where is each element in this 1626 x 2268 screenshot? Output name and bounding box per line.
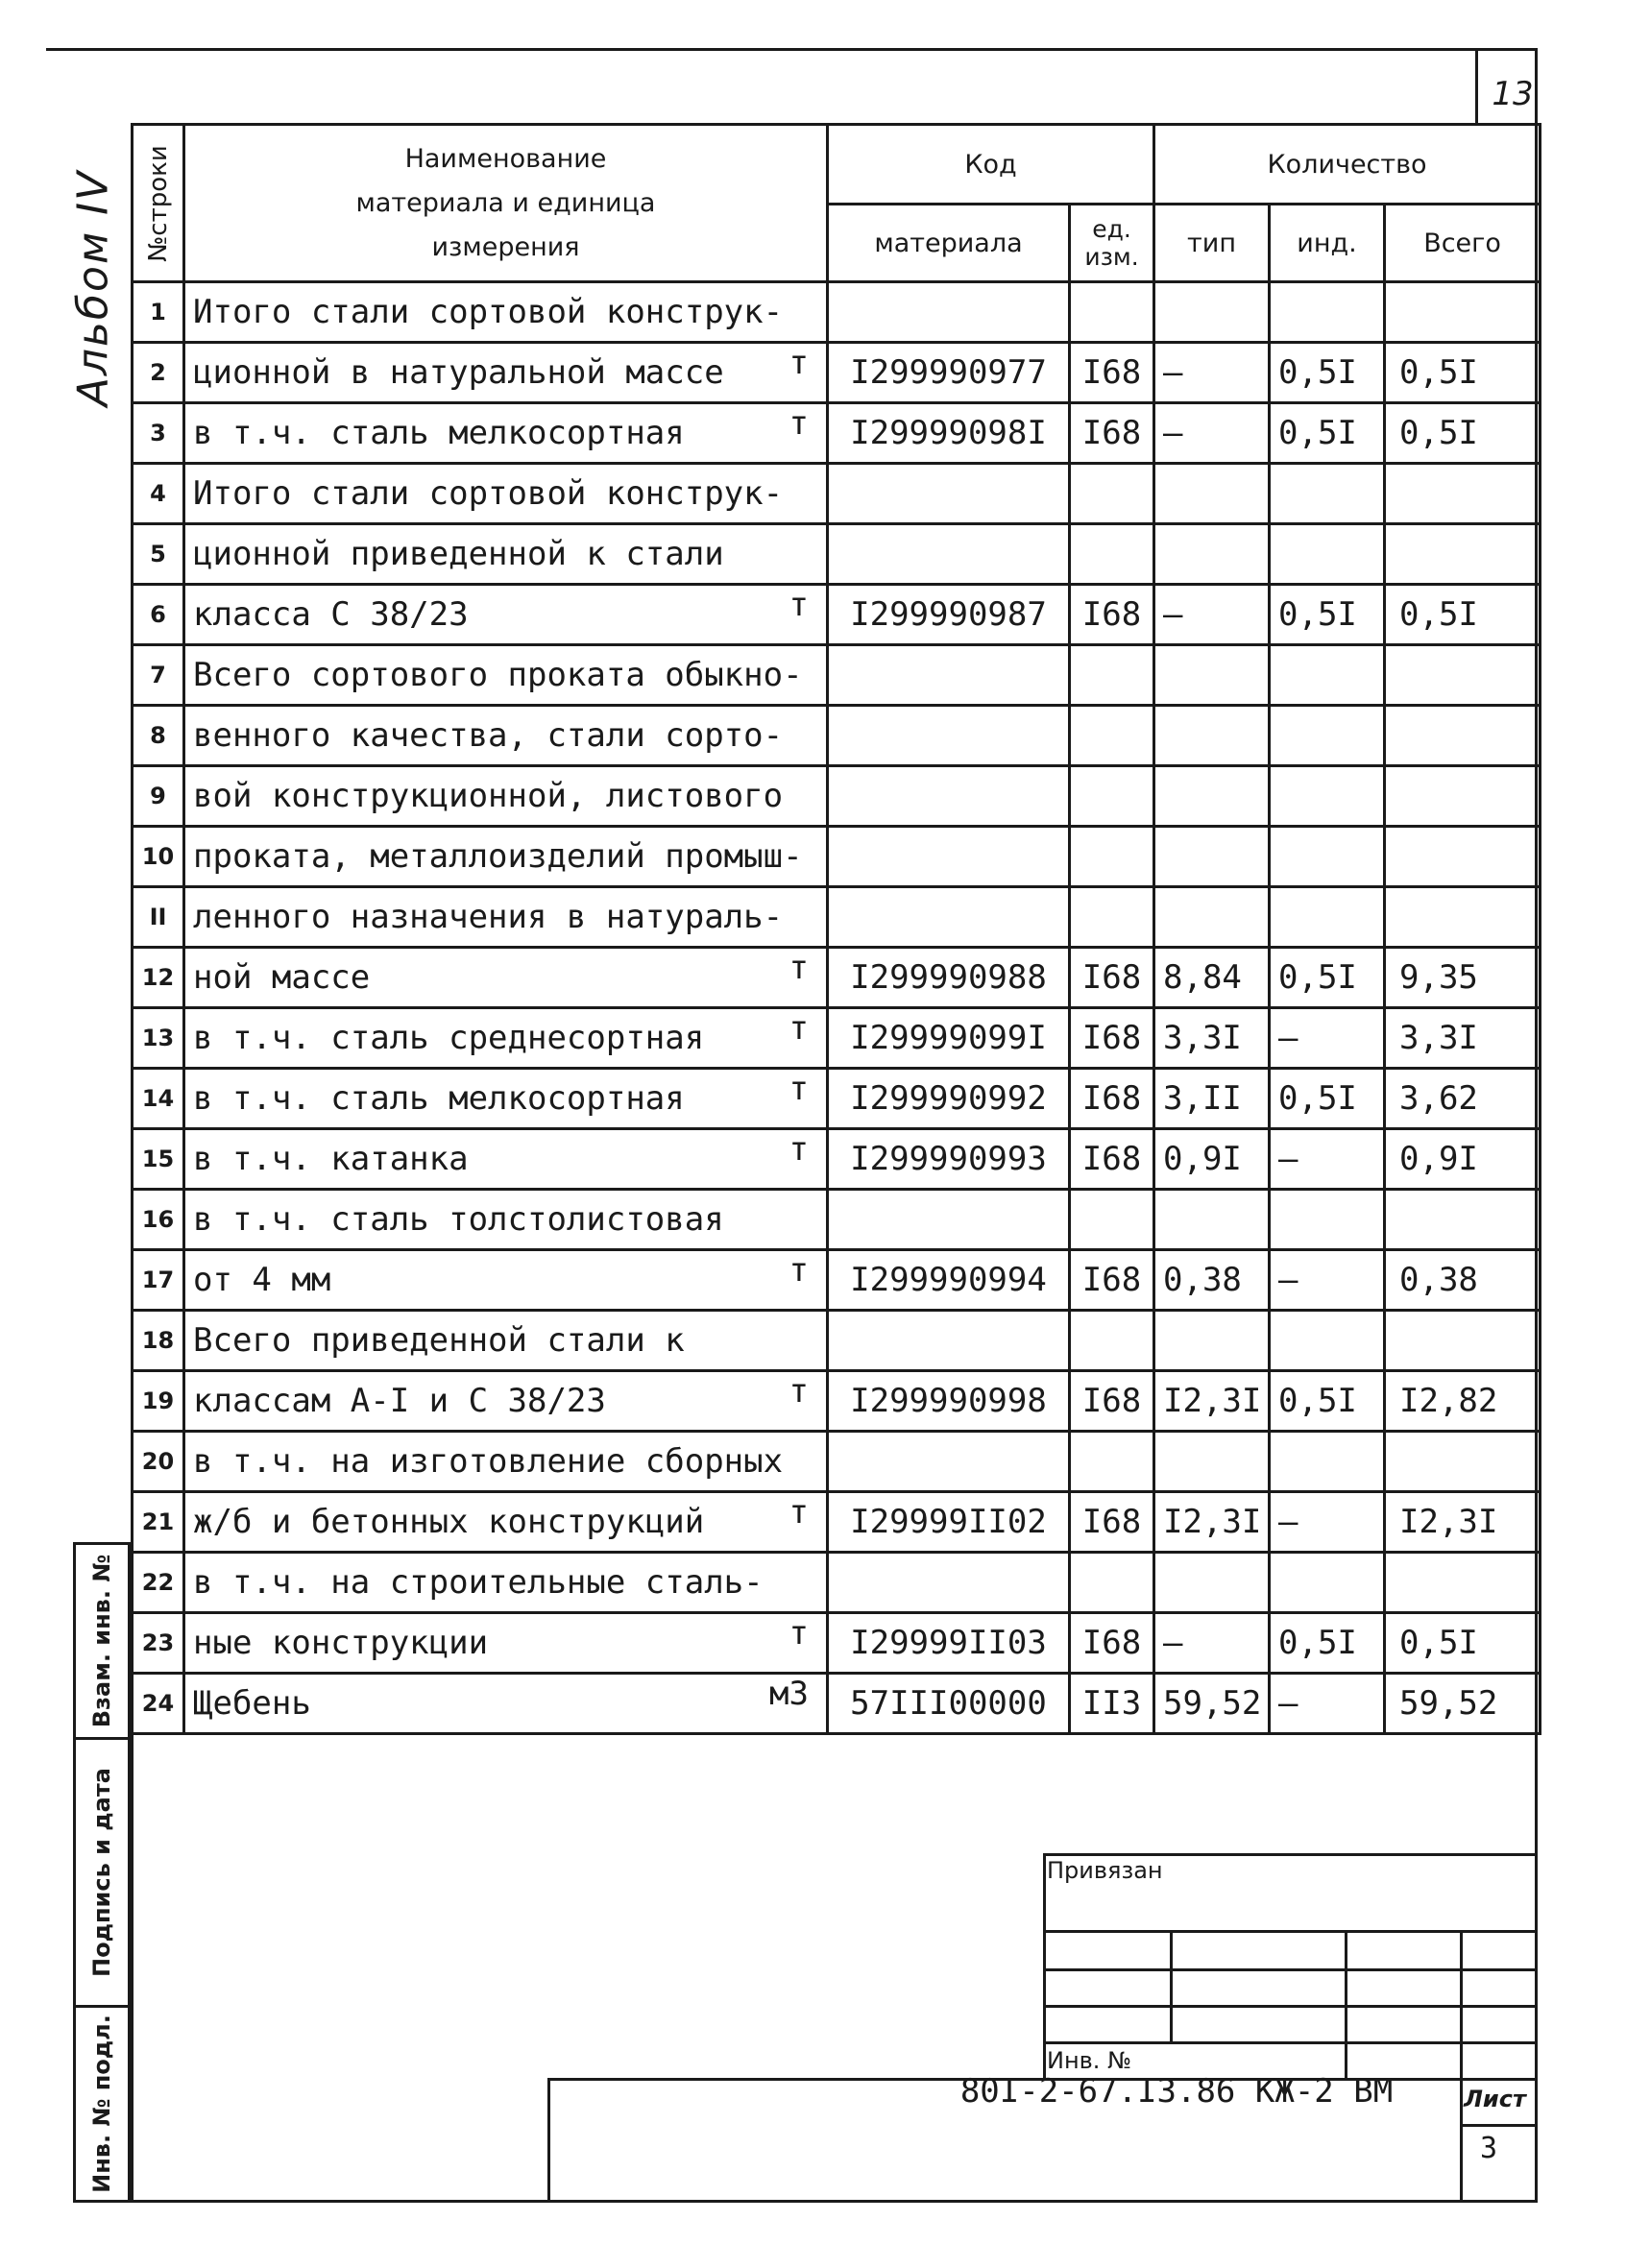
frame-top-line bbox=[46, 48, 1537, 51]
table-row bbox=[133, 585, 1541, 645]
total-quantity-cell: 0,5I bbox=[1385, 1613, 1541, 1674]
type-quantity-cell bbox=[1154, 766, 1270, 827]
unit-of-measure: м3 bbox=[769, 1675, 809, 1713]
type-quantity-cell bbox=[1154, 827, 1270, 887]
table-row bbox=[133, 1674, 1541, 1734]
individual-quantity-cell bbox=[1270, 464, 1385, 524]
tb-col-line-3 bbox=[1460, 1930, 1463, 2203]
individual-quantity-cell: 0,5I bbox=[1270, 343, 1385, 403]
total-quantity-cell bbox=[1385, 887, 1541, 948]
material-code-cell: I299990998 bbox=[828, 1371, 1070, 1432]
unit-of-measure: т bbox=[789, 344, 809, 382]
unit-code-cell bbox=[1070, 282, 1154, 343]
material-name-cell bbox=[184, 343, 828, 403]
type-quantity-cell: I2,3I bbox=[1154, 1371, 1270, 1432]
material-code-cell: I299990987 bbox=[828, 585, 1070, 645]
individual-quantity-cell bbox=[1270, 282, 1385, 343]
type-quantity-cell bbox=[1154, 464, 1270, 524]
table-row bbox=[133, 706, 1541, 766]
material-name-cell bbox=[184, 1674, 828, 1734]
unit-code-cell: I68 bbox=[1070, 1492, 1154, 1553]
material-name-text: Итого стали сортовой конструк- bbox=[193, 474, 784, 513]
unit-of-measure: т bbox=[789, 1070, 809, 1108]
table-row bbox=[133, 1371, 1541, 1432]
album-label bbox=[50, 144, 136, 432]
material-code-cell bbox=[828, 887, 1070, 948]
tb-main-left-line bbox=[547, 2078, 550, 2203]
row-number-cell: 6 bbox=[133, 585, 184, 645]
table-row bbox=[133, 1492, 1541, 1553]
material-code-cell: I299990993 bbox=[828, 1129, 1070, 1190]
material-name-text: Всего приведенной стали к bbox=[193, 1321, 685, 1360]
material-name-cell bbox=[184, 1432, 828, 1492]
table-row bbox=[133, 464, 1541, 524]
material-name-cell bbox=[184, 1371, 828, 1432]
row-number-cell: 21 bbox=[133, 1492, 184, 1553]
individual-quantity-cell: – bbox=[1270, 1008, 1385, 1069]
individual-quantity-cell bbox=[1270, 706, 1385, 766]
material-name-cell bbox=[184, 1190, 828, 1250]
row-number-cell: 19 bbox=[133, 1371, 184, 1432]
type-quantity-cell: – bbox=[1154, 585, 1270, 645]
type-quantity-cell: I2,3I bbox=[1154, 1492, 1270, 1553]
individual-quantity-cell bbox=[1270, 827, 1385, 887]
total-quantity-cell: 3,3I bbox=[1385, 1008, 1541, 1069]
header-code-group: Код bbox=[828, 125, 1154, 205]
row-number-cell: 10 bbox=[133, 827, 184, 887]
table-row bbox=[133, 1190, 1541, 1250]
material-name-text: Щебень bbox=[193, 1684, 311, 1723]
total-quantity-cell bbox=[1385, 282, 1541, 343]
individual-quantity-cell: 0,5I bbox=[1270, 403, 1385, 464]
individual-quantity-cell: 0,5I bbox=[1270, 948, 1385, 1008]
total-quantity-cell bbox=[1385, 706, 1541, 766]
row-number-cell: 9 bbox=[133, 766, 184, 827]
material-name-text: проката, металлоизделий промыш- bbox=[193, 837, 803, 876]
header-row-number: №строки bbox=[133, 125, 184, 282]
type-quantity-cell: – bbox=[1154, 343, 1270, 403]
sheet-number: 3 bbox=[1479, 2132, 1498, 2165]
unit-code-cell bbox=[1070, 645, 1154, 706]
document-designation: 80I-2-67.I3.86 КЖ-2 ВМ bbox=[959, 2072, 1394, 2111]
unit-code-cell: I68 bbox=[1070, 1069, 1154, 1129]
material-name-cell bbox=[184, 1311, 828, 1371]
individual-quantity-cell: – bbox=[1270, 1250, 1385, 1311]
unit-of-measure: т bbox=[789, 586, 809, 624]
individual-quantity-cell: 0,5I bbox=[1270, 1613, 1385, 1674]
material-code-cell bbox=[828, 1553, 1070, 1613]
individual-quantity-cell bbox=[1270, 1432, 1385, 1492]
material-name-cell bbox=[184, 1008, 828, 1069]
row-number-cell: 15 bbox=[133, 1129, 184, 1190]
tb-top-line bbox=[1043, 1853, 1537, 1856]
material-code-cell bbox=[828, 706, 1070, 766]
material-name-cell bbox=[184, 403, 828, 464]
individual-quantity-cell bbox=[1270, 887, 1385, 948]
type-quantity-cell bbox=[1154, 887, 1270, 948]
unit-code-cell: I68 bbox=[1070, 1129, 1154, 1190]
type-quantity-cell bbox=[1154, 1432, 1270, 1492]
material-name-cell bbox=[184, 282, 828, 343]
material-code-cell: I299990988 bbox=[828, 948, 1070, 1008]
unit-code-cell bbox=[1070, 1190, 1154, 1250]
header-unit-code: ед. изм. bbox=[1070, 205, 1154, 282]
total-quantity-cell bbox=[1385, 827, 1541, 887]
table-row bbox=[133, 343, 1541, 403]
row-number-cell: 2 bbox=[133, 343, 184, 403]
row-number-cell: 24 bbox=[133, 1674, 184, 1734]
row-number-cell: 4 bbox=[133, 464, 184, 524]
tb-col-line-1 bbox=[1170, 1930, 1173, 2041]
row-number-cell: 16 bbox=[133, 1190, 184, 1250]
table-row bbox=[133, 1129, 1541, 1190]
material-name-text: ной массе bbox=[193, 958, 371, 997]
total-quantity-cell: 3,62 bbox=[1385, 1069, 1541, 1129]
unit-code-cell bbox=[1070, 827, 1154, 887]
unit-of-measure: т bbox=[789, 1009, 809, 1048]
material-name-text: ционной приведенной к стали bbox=[193, 535, 724, 573]
unit-code-cell bbox=[1070, 766, 1154, 827]
individual-quantity-cell bbox=[1270, 1190, 1385, 1250]
header-quantity-group: Количество bbox=[1154, 125, 1541, 205]
material-code-cell: I299990992 bbox=[828, 1069, 1070, 1129]
row-number-cell: 5 bbox=[133, 524, 184, 585]
unit-of-measure: т bbox=[789, 949, 809, 987]
material-name-text: венного качества, стали сорто- bbox=[193, 716, 784, 755]
material-name-text: в т.ч. сталь мелкосортная bbox=[193, 414, 685, 452]
individual-quantity-cell bbox=[1270, 1311, 1385, 1371]
unit-code-cell bbox=[1070, 524, 1154, 585]
row-number-cell: II bbox=[133, 887, 184, 948]
frame-bottom-line bbox=[73, 2200, 1538, 2203]
unit-of-measure: т bbox=[789, 404, 809, 443]
type-quantity-cell bbox=[1154, 524, 1270, 585]
material-code-cell bbox=[828, 827, 1070, 887]
material-name-cell bbox=[184, 1553, 828, 1613]
row-number-cell: 23 bbox=[133, 1613, 184, 1674]
material-name-cell bbox=[184, 706, 828, 766]
inv-no-label: Инв. № bbox=[1047, 2047, 1132, 2074]
type-quantity-cell: 8,84 bbox=[1154, 948, 1270, 1008]
type-quantity-cell: 59,52 bbox=[1154, 1674, 1270, 1734]
unit-code-cell: I68 bbox=[1070, 1371, 1154, 1432]
total-quantity-cell bbox=[1385, 1553, 1541, 1613]
unit-code-cell: I68 bbox=[1070, 585, 1154, 645]
material-name-text: в т.ч. на строительные сталь- bbox=[193, 1563, 764, 1602]
individual-quantity-cell bbox=[1270, 524, 1385, 585]
total-quantity-cell bbox=[1385, 1432, 1541, 1492]
total-quantity-cell bbox=[1385, 524, 1541, 585]
tb-left-line bbox=[1043, 1853, 1046, 2080]
material-name-cell bbox=[184, 948, 828, 1008]
material-name-text: вой конструкционной, листового bbox=[193, 777, 784, 815]
row-number-cell: 14 bbox=[133, 1069, 184, 1129]
individual-quantity-cell bbox=[1270, 1553, 1385, 1613]
material-name-cell bbox=[184, 766, 828, 827]
table-row bbox=[133, 403, 1541, 464]
individual-quantity-cell bbox=[1270, 645, 1385, 706]
total-quantity-cell bbox=[1385, 766, 1541, 827]
unit-code-cell: I68 bbox=[1070, 1613, 1154, 1674]
unit-code-cell: I68 bbox=[1070, 1008, 1154, 1069]
table-row bbox=[133, 1311, 1541, 1371]
type-quantity-cell bbox=[1154, 1190, 1270, 1250]
table-row bbox=[133, 1613, 1541, 1674]
material-code-cell bbox=[828, 1311, 1070, 1371]
material-name-cell bbox=[184, 645, 828, 706]
page-number-divider bbox=[1475, 48, 1478, 125]
material-code-cell: I29999II03 bbox=[828, 1613, 1070, 1674]
total-quantity-cell: 0,5I bbox=[1385, 403, 1541, 464]
material-name-cell bbox=[184, 1069, 828, 1129]
individual-quantity-cell: – bbox=[1270, 1129, 1385, 1190]
individual-quantity-cell: 0,5I bbox=[1270, 1371, 1385, 1432]
table-row bbox=[133, 1008, 1541, 1069]
unit-of-measure: т bbox=[789, 1251, 809, 1290]
material-code-cell bbox=[828, 524, 1070, 585]
unit-code-cell: I68 bbox=[1070, 1250, 1154, 1311]
table-row bbox=[133, 766, 1541, 827]
header-individual: инд. bbox=[1270, 205, 1385, 282]
total-quantity-cell bbox=[1385, 1190, 1541, 1250]
unit-code-cell bbox=[1070, 464, 1154, 524]
material-name-cell bbox=[184, 827, 828, 887]
type-quantity-cell bbox=[1154, 706, 1270, 766]
individual-quantity-cell bbox=[1270, 766, 1385, 827]
table-row bbox=[133, 1553, 1541, 1613]
table-row bbox=[133, 827, 1541, 887]
header-material-code: материала bbox=[828, 205, 1070, 282]
total-quantity-cell bbox=[1385, 464, 1541, 524]
type-quantity-cell bbox=[1154, 282, 1270, 343]
album-label-text: Альбом IV bbox=[68, 169, 118, 407]
row-number-cell: 17 bbox=[133, 1250, 184, 1311]
page-number: 13 bbox=[1492, 75, 1534, 113]
unit-code-cell: I68 bbox=[1070, 403, 1154, 464]
unit-code-cell: I68 bbox=[1070, 343, 1154, 403]
material-name-text: ж/б и бетонных конструкций bbox=[193, 1503, 705, 1541]
unit-code-cell: II3 bbox=[1070, 1674, 1154, 1734]
individual-quantity-cell: – bbox=[1270, 1674, 1385, 1734]
material-name-text: в т.ч. катанка bbox=[193, 1140, 469, 1178]
material-name-cell bbox=[184, 1492, 828, 1553]
row-number-cell: 8 bbox=[133, 706, 184, 766]
total-quantity-cell bbox=[1385, 1311, 1541, 1371]
table-row bbox=[133, 1432, 1541, 1492]
stamp-inv-podl: Инв. № подл. bbox=[73, 2005, 131, 2203]
material-name-cell bbox=[184, 1613, 828, 1674]
material-name-cell bbox=[184, 524, 828, 585]
material-name-cell bbox=[184, 1250, 828, 1311]
material-code-cell: I29999098I bbox=[828, 403, 1070, 464]
row-number-cell: 12 bbox=[133, 948, 184, 1008]
type-quantity-cell bbox=[1154, 645, 1270, 706]
table-row bbox=[133, 282, 1541, 343]
total-quantity-cell bbox=[1385, 645, 1541, 706]
header-name: Наименование материала и единица измерения bbox=[184, 125, 828, 282]
total-quantity-cell: 0,5I bbox=[1385, 343, 1541, 403]
material-name-text: в т.ч. сталь среднесортная bbox=[193, 1019, 705, 1057]
row-number-cell: 20 bbox=[133, 1432, 184, 1492]
unit-code-cell bbox=[1070, 1311, 1154, 1371]
table-row bbox=[133, 887, 1541, 948]
total-quantity-cell: 0,38 bbox=[1385, 1250, 1541, 1311]
unit-of-measure: т bbox=[789, 1130, 809, 1169]
material-name-text: ные конструкции bbox=[193, 1624, 489, 1662]
material-name-cell bbox=[184, 1129, 828, 1190]
total-quantity-cell: 59,52 bbox=[1385, 1674, 1541, 1734]
row-number-cell: 3 bbox=[133, 403, 184, 464]
table-row bbox=[133, 1250, 1541, 1311]
header-total: Всего bbox=[1385, 205, 1541, 282]
total-quantity-cell: 0,9I bbox=[1385, 1129, 1541, 1190]
unit-of-measure: т bbox=[789, 1614, 809, 1653]
stamp-podpis-data: Подпись и дата bbox=[73, 1737, 131, 2008]
material-code-cell: I299990977 bbox=[828, 343, 1070, 403]
material-name-text: ленного назначения в натураль- bbox=[193, 898, 784, 936]
row-number-cell: 22 bbox=[133, 1553, 184, 1613]
material-name-cell bbox=[184, 887, 828, 948]
material-code-cell bbox=[828, 766, 1070, 827]
individual-quantity-cell: 0,5I bbox=[1270, 1069, 1385, 1129]
material-code-cell bbox=[828, 1432, 1070, 1492]
material-code-cell: I299990994 bbox=[828, 1250, 1070, 1311]
table-row bbox=[133, 524, 1541, 585]
stamp-vzam-inv: Взам. инв. № bbox=[73, 1542, 131, 1740]
type-quantity-cell: 3,II bbox=[1154, 1069, 1270, 1129]
row-number-cell: 1 bbox=[133, 282, 184, 343]
material-code-cell bbox=[828, 282, 1070, 343]
material-name-text: Всего сортового проката обыкно- bbox=[193, 656, 803, 694]
material-code-cell: 57III00000 bbox=[828, 1674, 1070, 1734]
total-quantity-cell: 9,35 bbox=[1385, 948, 1541, 1008]
material-name-text: Итого стали сортовой конструк- bbox=[193, 293, 784, 331]
material-code-cell bbox=[828, 645, 1070, 706]
tb-col-line-2 bbox=[1345, 1930, 1347, 2080]
row-number-cell: 18 bbox=[133, 1311, 184, 1371]
material-name-text: в т.ч. сталь мелкосортная bbox=[193, 1079, 685, 1118]
tb-sheet-line bbox=[1460, 2124, 1537, 2127]
material-name-text: в т.ч. на изготовление сборных bbox=[193, 1442, 784, 1481]
total-quantity-cell: I2,3I bbox=[1385, 1492, 1541, 1553]
header-type: тип bbox=[1154, 205, 1270, 282]
unit-code-cell: I68 bbox=[1070, 948, 1154, 1008]
unit-code-cell bbox=[1070, 706, 1154, 766]
total-quantity-cell: I2,82 bbox=[1385, 1371, 1541, 1432]
material-name-text: от 4 мм bbox=[193, 1261, 331, 1299]
material-name-text: классам А-I и С 38/23 bbox=[193, 1382, 606, 1420]
type-quantity-cell: – bbox=[1154, 403, 1270, 464]
privyazan-label: Привязан bbox=[1047, 1857, 1163, 1884]
type-quantity-cell: 3,3I bbox=[1154, 1008, 1270, 1069]
type-quantity-cell bbox=[1154, 1311, 1270, 1371]
individual-quantity-cell: – bbox=[1270, 1492, 1385, 1553]
type-quantity-cell: 0,9I bbox=[1154, 1129, 1270, 1190]
type-quantity-cell: 0,38 bbox=[1154, 1250, 1270, 1311]
unit-code-cell bbox=[1070, 1553, 1154, 1613]
material-name-text: ционной в натуральной массе bbox=[193, 353, 724, 392]
row-number-cell: 7 bbox=[133, 645, 184, 706]
type-quantity-cell bbox=[1154, 1553, 1270, 1613]
material-name-cell bbox=[184, 585, 828, 645]
individual-quantity-cell: 0,5I bbox=[1270, 585, 1385, 645]
sheet-label: Лист bbox=[1464, 2086, 1526, 2112]
material-name-text: класса С 38/23 bbox=[193, 595, 469, 634]
table-body bbox=[133, 282, 1541, 1734]
material-name-text: в т.ч. сталь толстолистовая bbox=[193, 1200, 724, 1239]
material-name-cell bbox=[184, 464, 828, 524]
unit-code-cell bbox=[1070, 1432, 1154, 1492]
table-row bbox=[133, 1069, 1541, 1129]
total-quantity-cell: 0,5I bbox=[1385, 585, 1541, 645]
type-quantity-cell: – bbox=[1154, 1613, 1270, 1674]
unit-of-measure: т bbox=[789, 1493, 809, 1532]
row-number-cell: 13 bbox=[133, 1008, 184, 1069]
unit-of-measure: т bbox=[789, 1372, 809, 1411]
table-row bbox=[133, 645, 1541, 706]
material-code-cell bbox=[828, 464, 1070, 524]
table-row bbox=[133, 948, 1541, 1008]
material-spec-table bbox=[131, 123, 1541, 1735]
material-code-cell: I29999099I bbox=[828, 1008, 1070, 1069]
unit-code-cell bbox=[1070, 887, 1154, 948]
material-code-cell bbox=[828, 1190, 1070, 1250]
material-code-cell: I29999II02 bbox=[828, 1492, 1070, 1553]
